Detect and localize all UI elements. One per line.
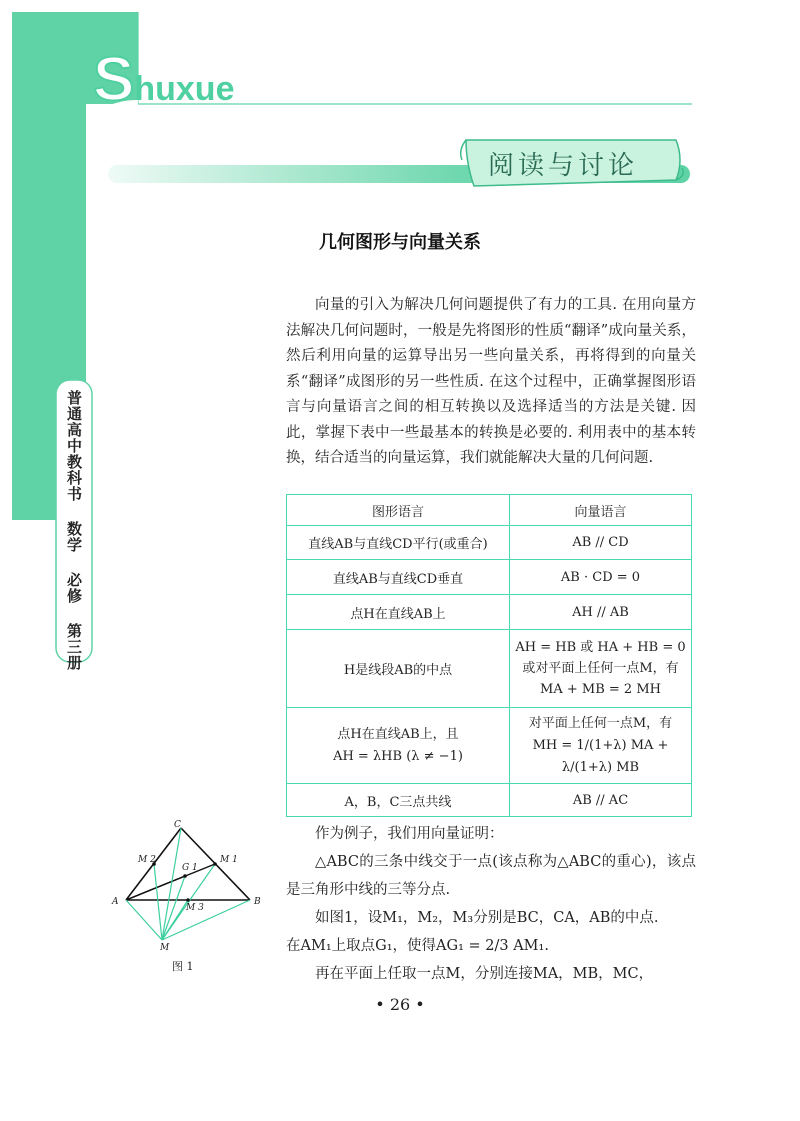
article-title: 几何图形与向量关系 (319, 232, 481, 253)
vector-cell (510, 630, 692, 708)
vector-cell: AB · CD = 0 (510, 560, 692, 595)
figure-1 (110, 818, 270, 958)
table-row (287, 526, 692, 560)
header-figure: 图形语言 (287, 495, 510, 526)
brand-initial: S (93, 45, 135, 114)
body-paragraph: 再在平面上任取一点M，分别连接MA，MB，MC， (315, 966, 654, 982)
table-row (287, 560, 692, 595)
header-vector: 向量语言 (510, 495, 692, 526)
figure-cell: 点H在直线AB上 (287, 595, 510, 630)
body-paragraph: 如图1，设M₁，M₂，M₃分别是BC，CA，AB的中点. (315, 910, 659, 926)
intro-paragraph (286, 293, 696, 472)
table-header-row (287, 495, 692, 526)
conversion-table (286, 494, 692, 817)
table-row (287, 784, 692, 817)
label-b: B (254, 897, 261, 907)
label-m1: M 1 (220, 855, 238, 865)
label-g1: G 1 (182, 863, 198, 873)
figure-cell: H是线段AB的中点 (287, 630, 510, 708)
label-m: M (160, 943, 170, 953)
vector-cell (510, 708, 692, 784)
vector-cell: AB // AC (510, 784, 692, 817)
figure-line: AH = λHB (λ ≠ −1) (333, 748, 463, 764)
intro-text: 向量的引入为解决几何问题提供了有力的工具. 在用向量方法解决几何问题时，一般是先将图形的性质“翻译”成向量关系，然后利用向量的运算导出另一些向量关系，再将得到的向量关系“翻译”成图形的另一些性质. 在这个过程中，正确掌握图形语言与向量语言之间的相互转换以及选择适当的方法是关键. 因此，掌握下表中一些最基本的转换是必要的. 利用表中的基本转换，结合适当的向量运算，我们就能解决大量的几何问题. (286, 297, 696, 466)
vector-cell: AH // AB (510, 595, 692, 630)
label-c: C (174, 820, 181, 830)
body-paragraph: △ABC的三条中线交于一点(该点称为△ABC的重心)，该点是三角形中线的三等分点. (286, 854, 696, 898)
vector-cell: AB // CD (510, 526, 692, 560)
label-a: A (112, 897, 119, 907)
vector-line: 对平面上任何一点M，有 (528, 715, 673, 731)
spine-label: 普通高中教科书 数学 必修 第三册 (65, 390, 83, 671)
vector-line: MA + MB = 2 MH (540, 682, 661, 697)
body-paragraph: 作为例子，我们用向量证明： (315, 826, 504, 842)
figure-cell: A，B，C三点共线 (287, 784, 510, 817)
figure-cell: 直线AB与直线CD平行(或重合) (287, 526, 510, 560)
figure-caption: 图 1 (172, 960, 194, 973)
point-m1 (213, 862, 217, 866)
label-m3: M 3 (186, 903, 204, 913)
vector-line: 或对平面上任何一点M，有 (522, 661, 679, 676)
table-row (287, 708, 692, 784)
label-m2: M 2 (138, 855, 156, 865)
vector-line: AH = HB 或 HA + HB = 0 (515, 640, 686, 655)
point-g1 (183, 874, 187, 878)
figure-cell: 直线AB与直线CD垂直 (287, 560, 510, 595)
brand-rest: huxue (134, 70, 235, 108)
table-row (287, 595, 692, 630)
green-vectors (126, 828, 250, 940)
brand-logo (93, 44, 234, 115)
figure-cell (287, 708, 510, 784)
section-label: 阅读与讨论 (488, 151, 639, 181)
body-text (286, 820, 696, 988)
point-m3 (186, 898, 190, 902)
figure-line: 点H在直线AB上，且 (337, 726, 459, 742)
body-paragraph: 在AM₁上取点G₁，使得AG₁ = 2/3 AM₁. (286, 938, 549, 954)
table-row (287, 630, 692, 708)
page-number: • 26 • (375, 995, 425, 1014)
vector-line: MH = 1/(1+λ) MA + λ/(1+λ) MB (532, 737, 669, 775)
